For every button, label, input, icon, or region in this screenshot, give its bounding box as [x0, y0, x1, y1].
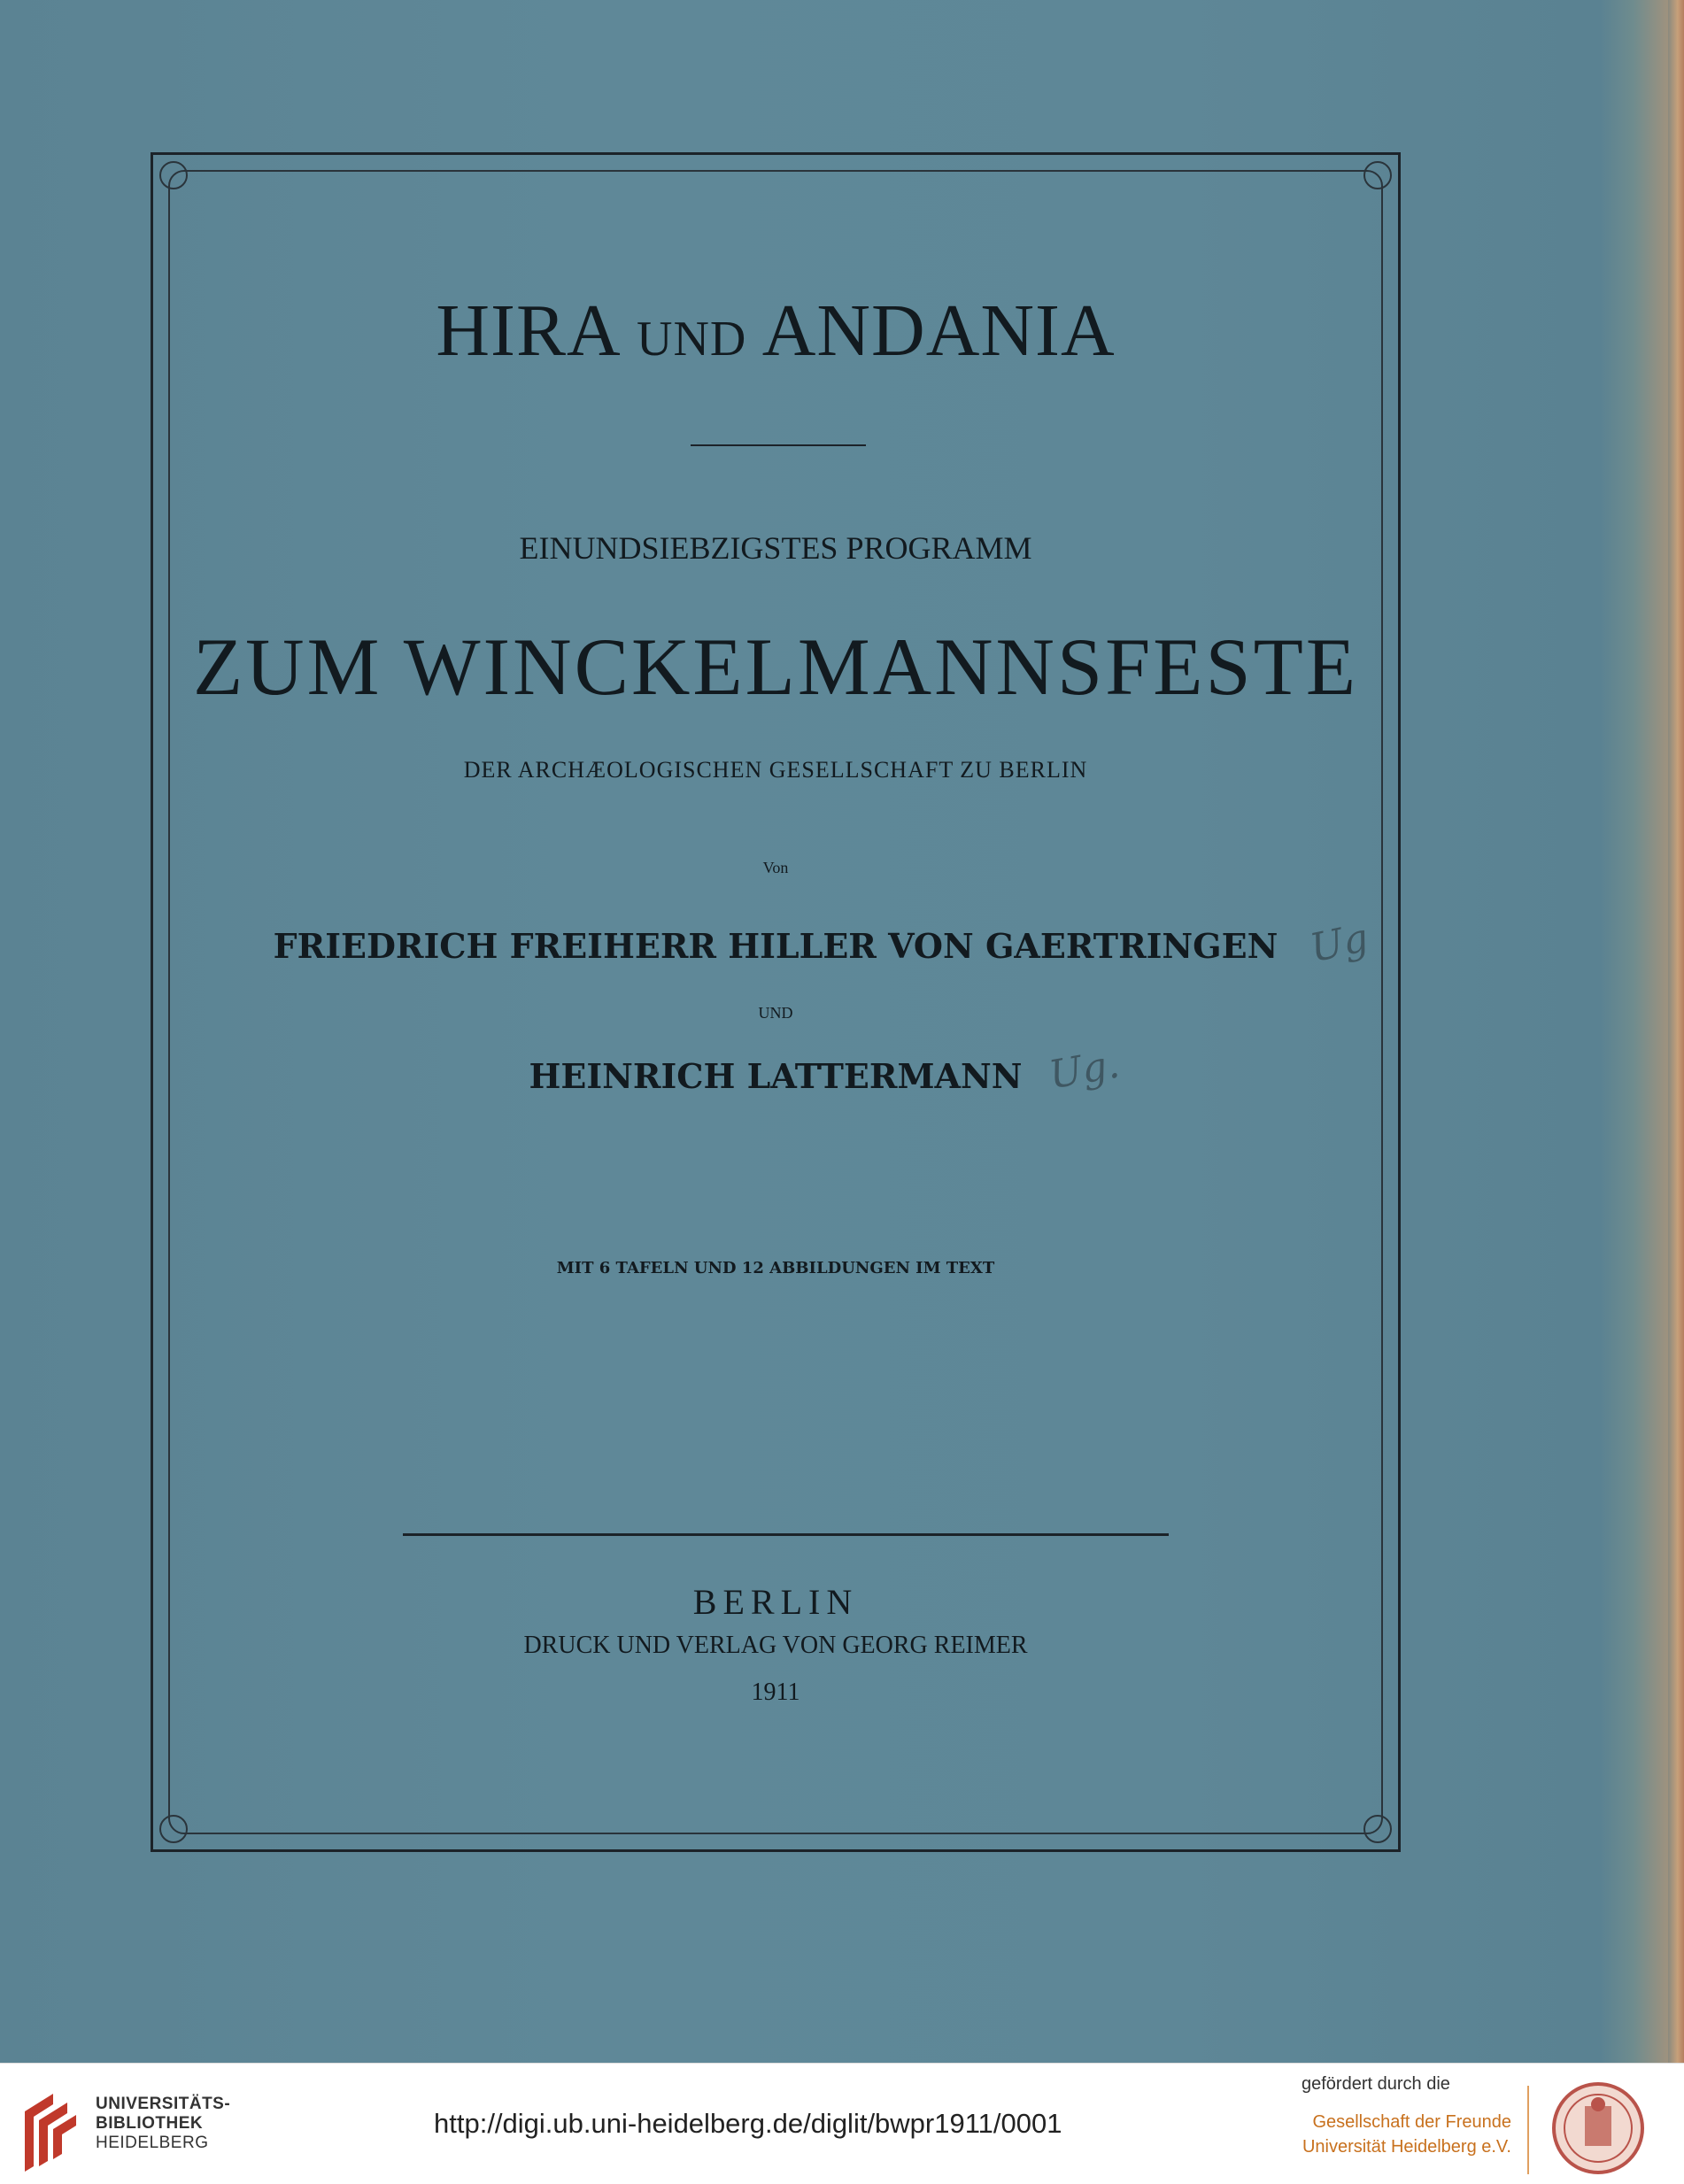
sponsor-name: [1302, 2110, 1511, 2159]
by-line: Von: [762, 859, 789, 876]
title-divider: [691, 444, 866, 446]
title-word-andania: ANDANIA: [761, 289, 1116, 372]
title-word-hira: HIRA: [436, 289, 618, 372]
sponsor-intro: gefördert durch die: [1302, 2074, 1450, 2094]
digitization-footer: [0, 2063, 1684, 2184]
author-1: FRIEDRICH FREIHERR HILLER VON GAERTRINGEN: [273, 926, 1278, 966]
sponsor-divider: [1527, 2086, 1529, 2174]
library-name-line: BIBLIOTHEK: [96, 2114, 204, 2133]
sponsor-name-line: Gesellschaft der Freunde: [1312, 2112, 1511, 2132]
frame-corner-ornament: [1363, 161, 1392, 189]
title-word-und: UND: [637, 312, 747, 367]
pencil-annotation: Ug.: [1046, 1041, 1124, 1099]
imprint-publisher: DRUCK UND VERLAG VON GEORG REIMER: [523, 1632, 1028, 1659]
author-2: HEINRICH LATTERMANN: [529, 1056, 1023, 1096]
frame-corner-ornament: [159, 161, 188, 189]
imprint-year: 1911: [751, 1679, 800, 1706]
main-heading: ZUM WINCKELMANNSFESTE: [192, 621, 1359, 712]
university-seal-icon: [1545, 2080, 1660, 2177]
book-title: [0, 288, 1551, 374]
and-line: UND: [758, 1004, 793, 1022]
page-edge: [1668, 0, 1684, 2063]
frame-corner-ornament: [159, 1815, 188, 1843]
library-name: [96, 2095, 230, 2153]
imprint-city: BERLIN: [692, 1582, 859, 1622]
society-line: DER ARCHÆOLOGISCHEN GESELLSCHAFT ZU BERLIN: [463, 757, 1088, 783]
permalink-url[interactable]: http://digi.ub.uni-heidelberg.de/diglit/bwpr1911/0001: [434, 2108, 1062, 2139]
plates-line: MIT 6 TAFELN UND 12 ABBILDUNGEN IM TEXT: [556, 1259, 995, 1277]
frame-corner-ornament: [1363, 1815, 1392, 1843]
ub-heidelberg-logo-icon: [18, 2085, 80, 2173]
imprint-divider: [403, 1533, 1169, 1536]
sponsor-name-line: Universität Heidelberg e.V.: [1302, 2137, 1511, 2157]
library-name-line: UNIVERSITÄTS-: [96, 2095, 231, 2113]
library-name-line: HEIDELBERG: [96, 2134, 209, 2152]
program-line: EINUNDSIEBZIGSTES PROGRAMM: [519, 530, 1032, 566]
pencil-annotation: Ug: [1306, 915, 1372, 972]
